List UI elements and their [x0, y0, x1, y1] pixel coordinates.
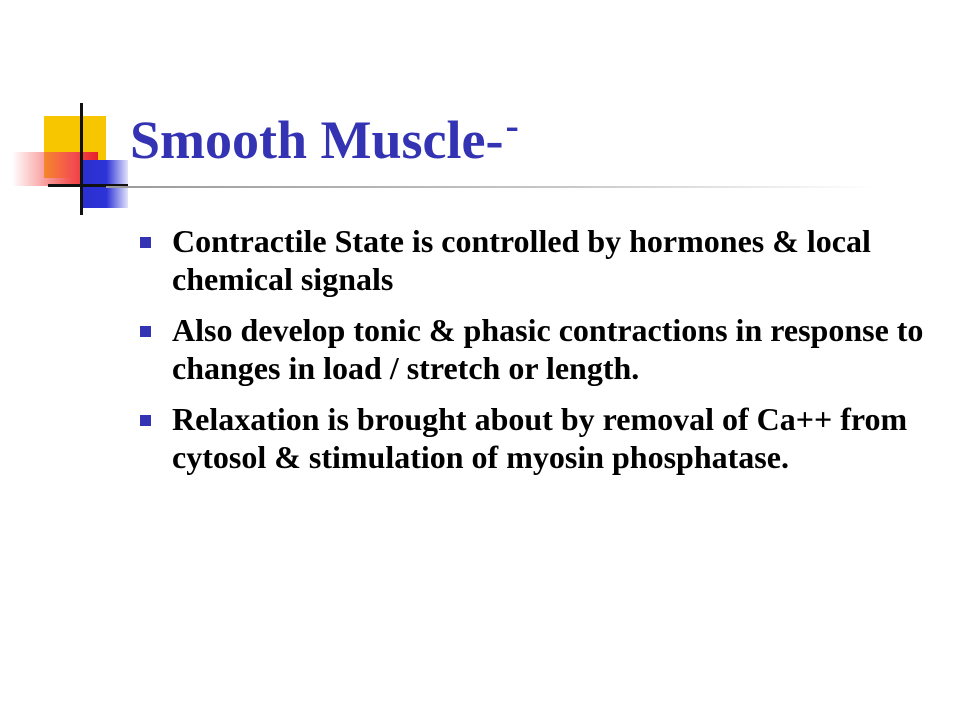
bullet-item: [140, 311, 940, 387]
title-underline-rule: [106, 186, 876, 188]
bullet-text: Relaxation is brought about by removal of Ca++ from cytosol & stimulation of myosin phosphatase.: [172, 401, 908, 475]
square-bullet-icon: [140, 326, 151, 337]
slide-title: [130, 103, 519, 172]
bullet-text: Also develop tonic & phasic contractions in response to changes in load / stretch or length.: [172, 312, 924, 386]
bullet-item: [140, 222, 940, 298]
bullet-item: [140, 400, 940, 476]
bullet-text: Contractile State is controlled by hormones & local chemical signals: [172, 223, 871, 297]
vertical-line-decoration: [80, 103, 83, 215]
square-bullet-icon: [140, 415, 151, 426]
slide-title-suffix: -: [505, 103, 519, 148]
square-bullet-icon: [140, 237, 151, 248]
bullet-list: [140, 222, 940, 489]
slide-title-text: Smooth Muscle-: [130, 110, 504, 170]
